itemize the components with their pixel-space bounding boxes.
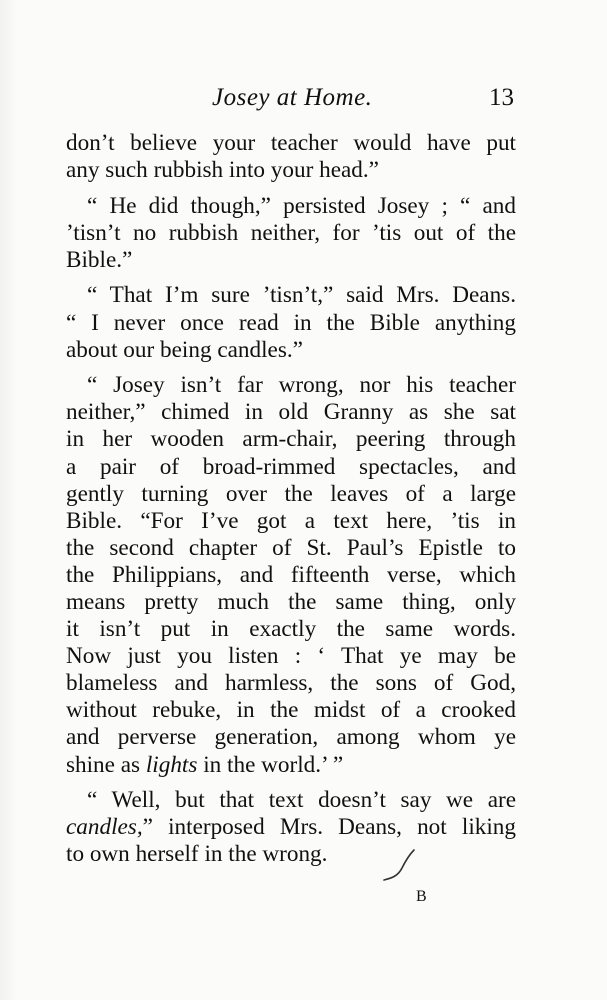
text-line: neither,” chimed in old Granny as she sat bbox=[66, 399, 516, 426]
text-line: Bible.” bbox=[66, 246, 133, 273]
pencil-mark-icon bbox=[378, 848, 418, 888]
text-line: Bible. “For I’ve got a text here, ’tis in bbox=[66, 507, 516, 534]
text-line: shine as lights in the world.’ ” bbox=[66, 751, 344, 778]
body-text bbox=[66, 130, 516, 868]
text-line: blameless and harmless, the sons of God, bbox=[66, 670, 516, 697]
text-line: “ He did though,” persisted Josey ; “ and bbox=[87, 192, 516, 219]
text-line: gently turning over the leaves of a large bbox=[66, 480, 516, 507]
text-line: don’t believe your teacher would have put bbox=[66, 130, 516, 156]
signature-mark: B bbox=[416, 888, 427, 905]
text-line: to own herself in the wrong. bbox=[66, 841, 328, 868]
running-title: Josey at Home. bbox=[212, 84, 373, 111]
text-line: “ That I’m sure ’tisn’t,” said Mrs. Deans. bbox=[87, 282, 516, 309]
text-line: Now just you listen : ‘ That ye may be bbox=[66, 643, 516, 670]
text-line: and perverse generation, among whom ye bbox=[66, 724, 516, 751]
text-line: without rebuke, in the midst of a crooked bbox=[66, 697, 516, 724]
text-line: a pair of broad-rimmed spectacles, and bbox=[66, 453, 516, 480]
text-line: about our being candles.” bbox=[66, 336, 303, 363]
text-line: ’tisn’t no rubbish neither, for ’tis out of the bbox=[66, 219, 516, 246]
text-line: the Philippians, and fifteenth verse, which bbox=[66, 561, 516, 588]
page-number: 13 bbox=[489, 84, 514, 111]
text-line: it isn’t put in exactly the same words. bbox=[66, 616, 516, 643]
italic-word: lights bbox=[145, 751, 198, 778]
text-line: means pretty much the same thing, only bbox=[66, 589, 516, 615]
text-line: “ Well, but that text doesn’t say we are bbox=[87, 787, 516, 814]
text-line: any such rubbish into your head.” bbox=[66, 157, 379, 184]
page-header bbox=[66, 84, 516, 120]
text-line: “ Josey isn’t far wrong, nor his teacher bbox=[87, 372, 516, 399]
text-line: the second chapter of St. Paul’s Epistle to bbox=[66, 534, 516, 561]
text-line: candles,” interposed Mrs. Deans, not liking bbox=[66, 814, 516, 841]
italic-word: candles, bbox=[66, 814, 143, 841]
text-line: in her wooden arm-chair, peering through bbox=[66, 426, 516, 453]
text-line: “ I never once read in the Bible anything bbox=[66, 309, 516, 336]
